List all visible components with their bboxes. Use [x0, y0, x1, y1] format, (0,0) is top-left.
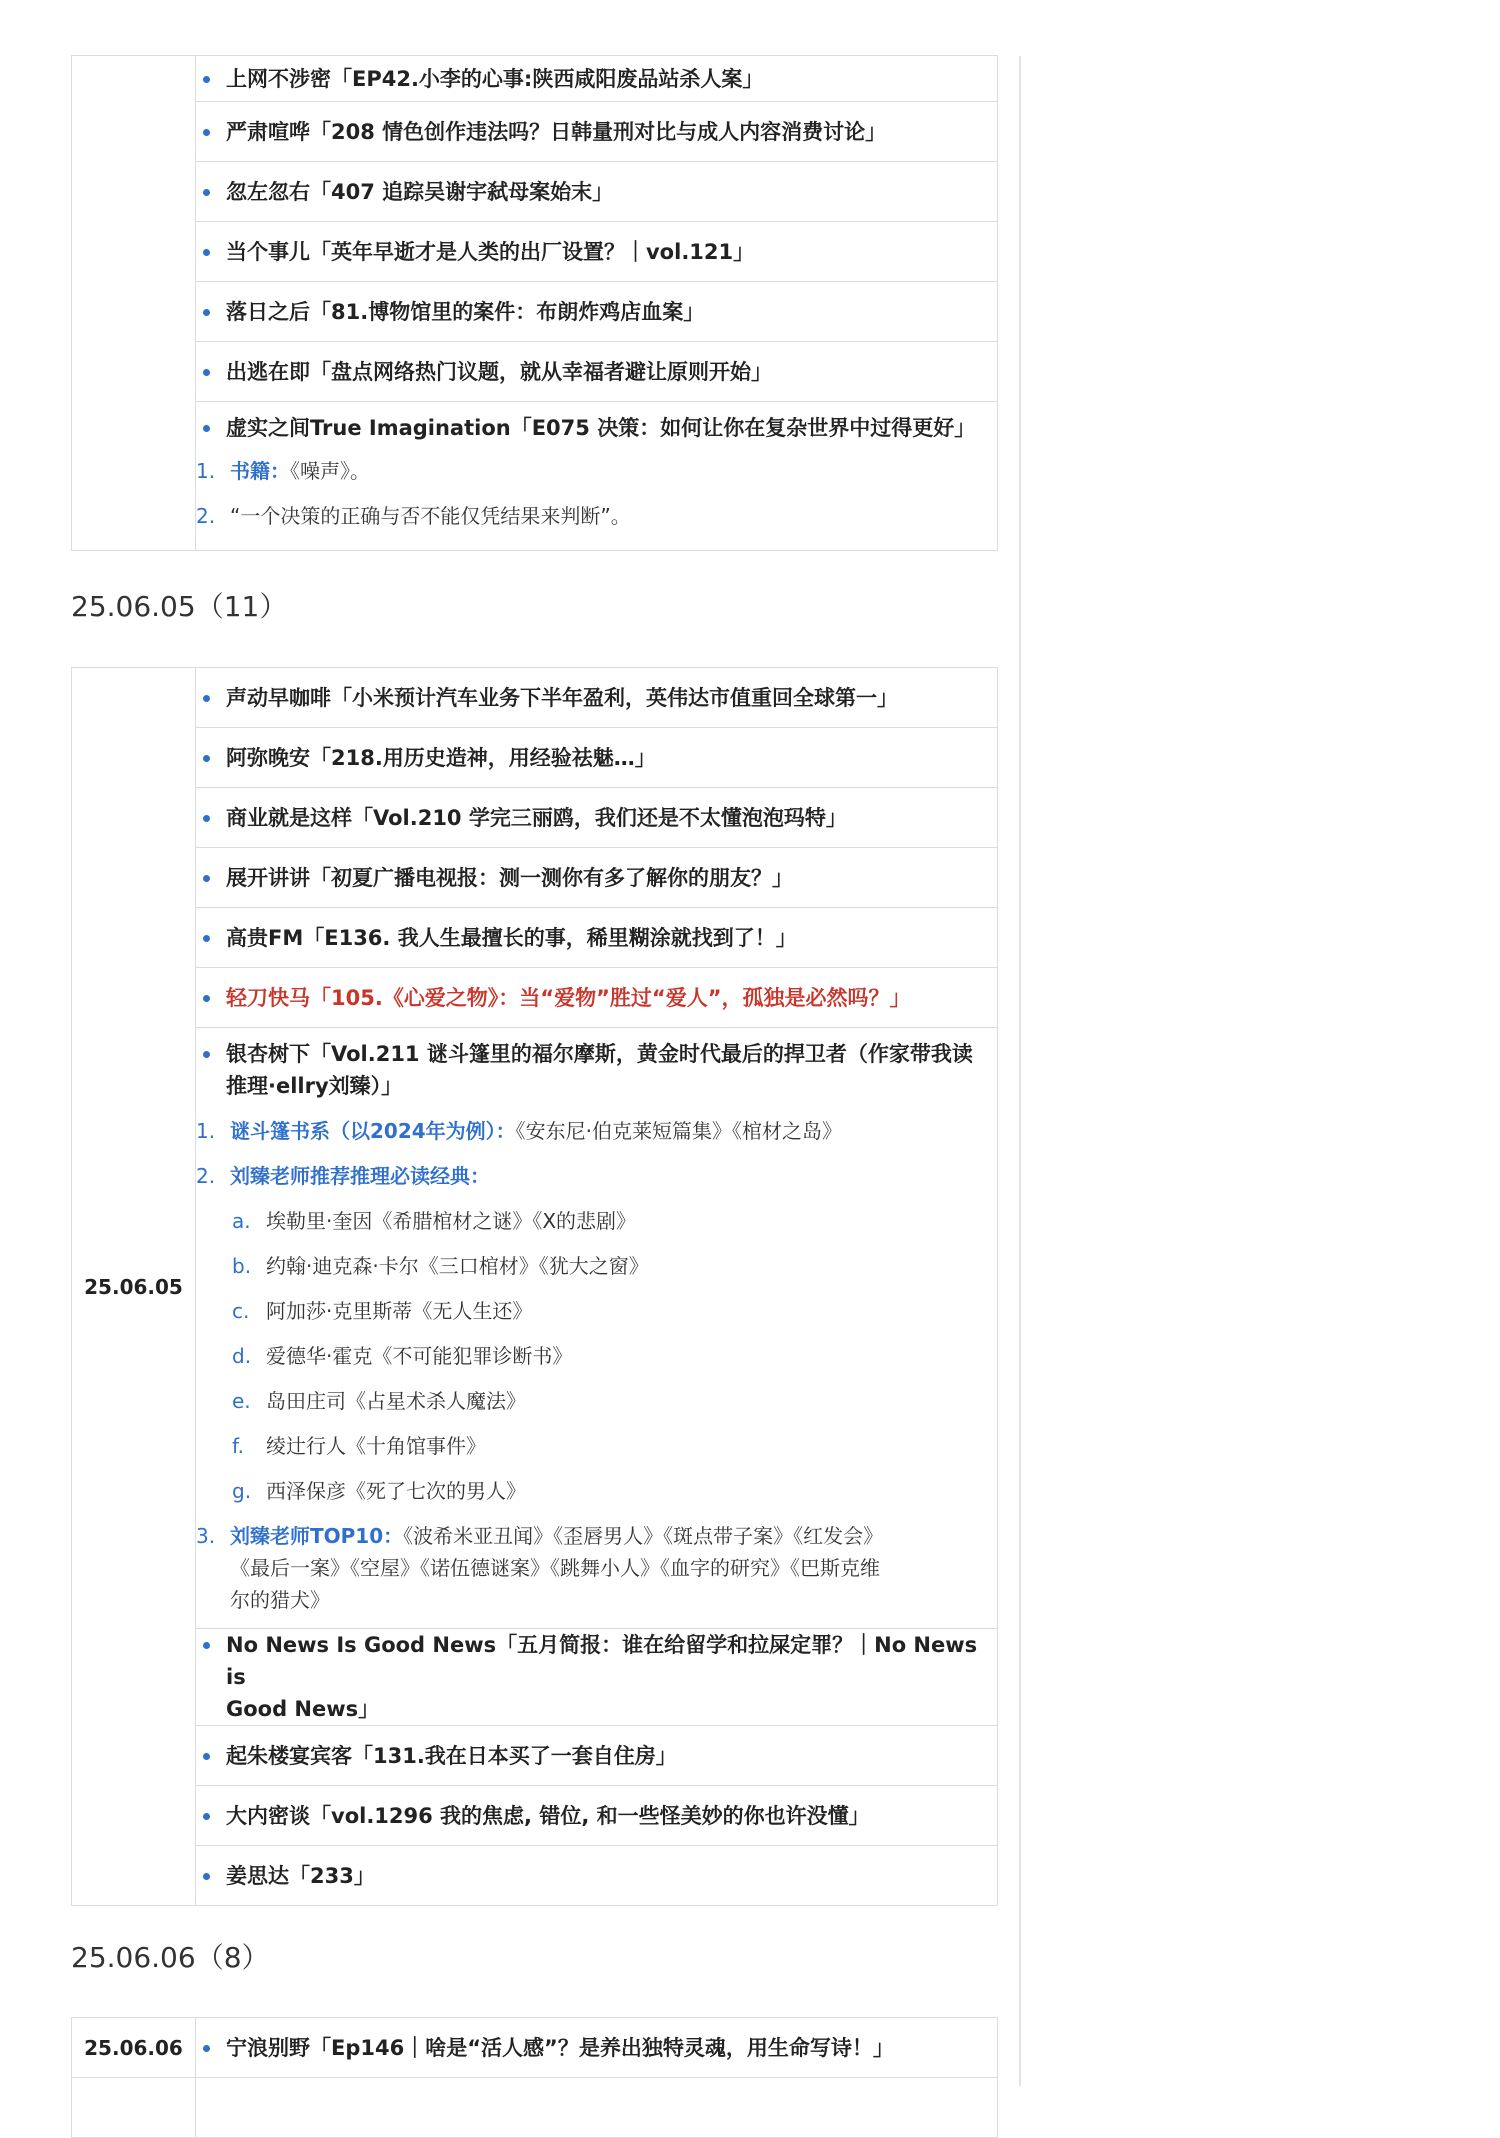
episode-item: 商业就是这样「Vol.210 学完三丽鸥，我们还是不太懂泡泡玛特」: [196, 802, 997, 834]
date-cell: 25.06.05: [72, 668, 196, 1906]
sub-note-text: 阿加莎·克里斯蒂《无人生还》: [266, 1299, 533, 1323]
date-cell: [72, 56, 196, 551]
episode-item: 姜思达「233」: [196, 1860, 997, 1892]
episode-item: 阿弥晚安「218.用历史造神，用经验祛魅…」: [196, 742, 997, 774]
episode-cell-empty: [196, 2078, 998, 2138]
sub-note-letter: g.: [232, 1479, 252, 1503]
episode-item: 宁浪别野「Ep146｜啥是“活人感”？是养出独特灵魂，用生命写诗！」: [196, 2032, 997, 2064]
sub-note-item: [196, 1205, 997, 1237]
sub-note-text: 埃勒里·奎因《希腊棺材之谜》《X的悲剧》: [266, 1209, 637, 1233]
note-text: 《噪声》。: [290, 459, 370, 483]
note-label: 刘臻老师TOP10：: [230, 1524, 404, 1548]
sub-note-letter: e.: [232, 1389, 251, 1413]
sub-note-item: [196, 1385, 997, 1417]
sub-note-item: [196, 1475, 997, 1507]
note-item: [196, 500, 997, 532]
note-text: 《安东尼·伯克莱短篇集》《棺材之岛》: [515, 1119, 843, 1143]
date-cell: 25.06.06: [72, 2018, 196, 2078]
note-label: 书籍：: [230, 459, 290, 483]
sub-note-text: 西泽保彦《死了七次的男人》: [266, 1479, 526, 1503]
note-item: [196, 1115, 997, 1147]
note-text: 《最后一案》《空屋》《诺伍德谜案》《跳舞小人》《血字的研究》《巴斯克维: [230, 1556, 880, 1580]
episode-title-line: Good News」: [226, 1697, 380, 1721]
episode-item: 高贵FM「E136. 我人生最擅长的事，稀里糊涂就找到了！」: [196, 922, 997, 954]
note-number: 1.: [196, 1119, 216, 1143]
note-number: 3.: [196, 1524, 216, 1548]
note-number: 1.: [196, 459, 216, 483]
date-cell: [72, 2078, 196, 2138]
episode-item-highlighted: 轻刀快马「105.《心爱之物》：当“爱物”胜过“爱人”，孤独是必然吗？」: [196, 982, 997, 1014]
note-item: [196, 1160, 997, 1192]
sub-note-text: 约翰·迪克森·卡尔《三口棺材》《犹大之窗》: [266, 1254, 649, 1278]
table-previous-day: [71, 55, 998, 551]
table-250606: [71, 2017, 998, 2138]
episode-title-line: 推理·ellry刘臻）」: [226, 1074, 403, 1098]
sub-note-letter: d.: [232, 1344, 252, 1368]
sub-note-item: [196, 1340, 997, 1372]
episode-item: 落日之后「81.博物馆里的案件：布朗炸鸡店血案」: [196, 296, 997, 328]
episode-title-line: No News Is Good News「五月简报：谁在给留学和拉屎定罪？｜No News is: [226, 1633, 978, 1689]
sub-note-letter: c.: [232, 1299, 250, 1323]
content-divider: [1019, 56, 1021, 2086]
episode-item: 声动早咖啡「小米预计汽车业务下半年盈利，英伟达市值重回全球第一」: [196, 682, 997, 714]
note-text: 《波希米亚丑闻》《歪唇男人》《斑点带子案》《红发会》: [403, 1524, 884, 1548]
section-heading-250605: 25.06.05（11）: [71, 590, 288, 623]
episode-item: 虚实之间True Imagination「E075 决策：如何让你在复杂世界中过得更好」: [196, 412, 997, 444]
episode-item: 忽左忽右「407 追踪吴谢宇弑母案始末」: [196, 176, 997, 208]
sub-note-letter: b.: [232, 1254, 252, 1278]
sub-note-text: 岛田庄司《占星术杀人魔法》: [266, 1389, 526, 1413]
episode-item: 起朱楼宴宾客「131.我在日本买了一套自住房」: [196, 1740, 997, 1772]
section-heading-250606: 25.06.06（8）: [71, 1941, 270, 1974]
episode-item: 当个事儿「英年早逝才是人类的出厂设置？｜vol.121」: [196, 236, 997, 268]
note-text: “一个决策的正确与否不能仅凭结果来判断”。: [230, 504, 631, 528]
note-item: [196, 1520, 997, 1616]
episode-item: 严肃喧哗「208 情色创作违法吗？日韩量刑对比与成人内容消费讨论」: [196, 116, 997, 148]
sub-note-item: [196, 1430, 997, 1462]
episode-title-line: 银杏树下「Vol.211 谜斗篷里的福尔摩斯，黄金时代最后的捍卫者（作家带我读: [226, 1042, 973, 1066]
sub-note-text: 爱德华·霍克《不可能犯罪诊断书》: [266, 1344, 573, 1368]
note-number: 2.: [196, 504, 216, 528]
sub-note-letter: a.: [232, 1209, 251, 1233]
sub-note-item: [196, 1295, 997, 1327]
sub-note-letter: f.: [232, 1434, 244, 1458]
sub-note-text: 绫辻行人《十角馆事件》: [266, 1434, 486, 1458]
episode-item: [196, 1038, 997, 1102]
note-item: [196, 455, 997, 487]
episode-item: 上网不涉密「EP42.小李的心事:陕西咸阳废品站杀人案」: [196, 63, 997, 95]
note-text: 尔的猎犬》: [230, 1588, 330, 1612]
table-250605: [71, 667, 998, 1906]
episode-item: [196, 1629, 997, 1725]
note-number: 2.: [196, 1164, 216, 1188]
note-label: 谜斗篷书系（以2024年为例）：: [230, 1119, 516, 1143]
sub-note-item: [196, 1250, 997, 1282]
episode-item: 出逃在即「盘点网络热门议题，就从幸福者避让原则开始」: [196, 356, 997, 388]
note-label: 刘臻老师推荐推理必读经典：: [230, 1164, 490, 1188]
episode-item: 展开讲讲「初夏广播电视报：测一测你有多了解你的朋友？」: [196, 862, 997, 894]
episode-item: 大内密谈「vol.1296 我的焦虑, 错位, 和一些怪美妙的你也许没懂」: [196, 1800, 997, 1832]
